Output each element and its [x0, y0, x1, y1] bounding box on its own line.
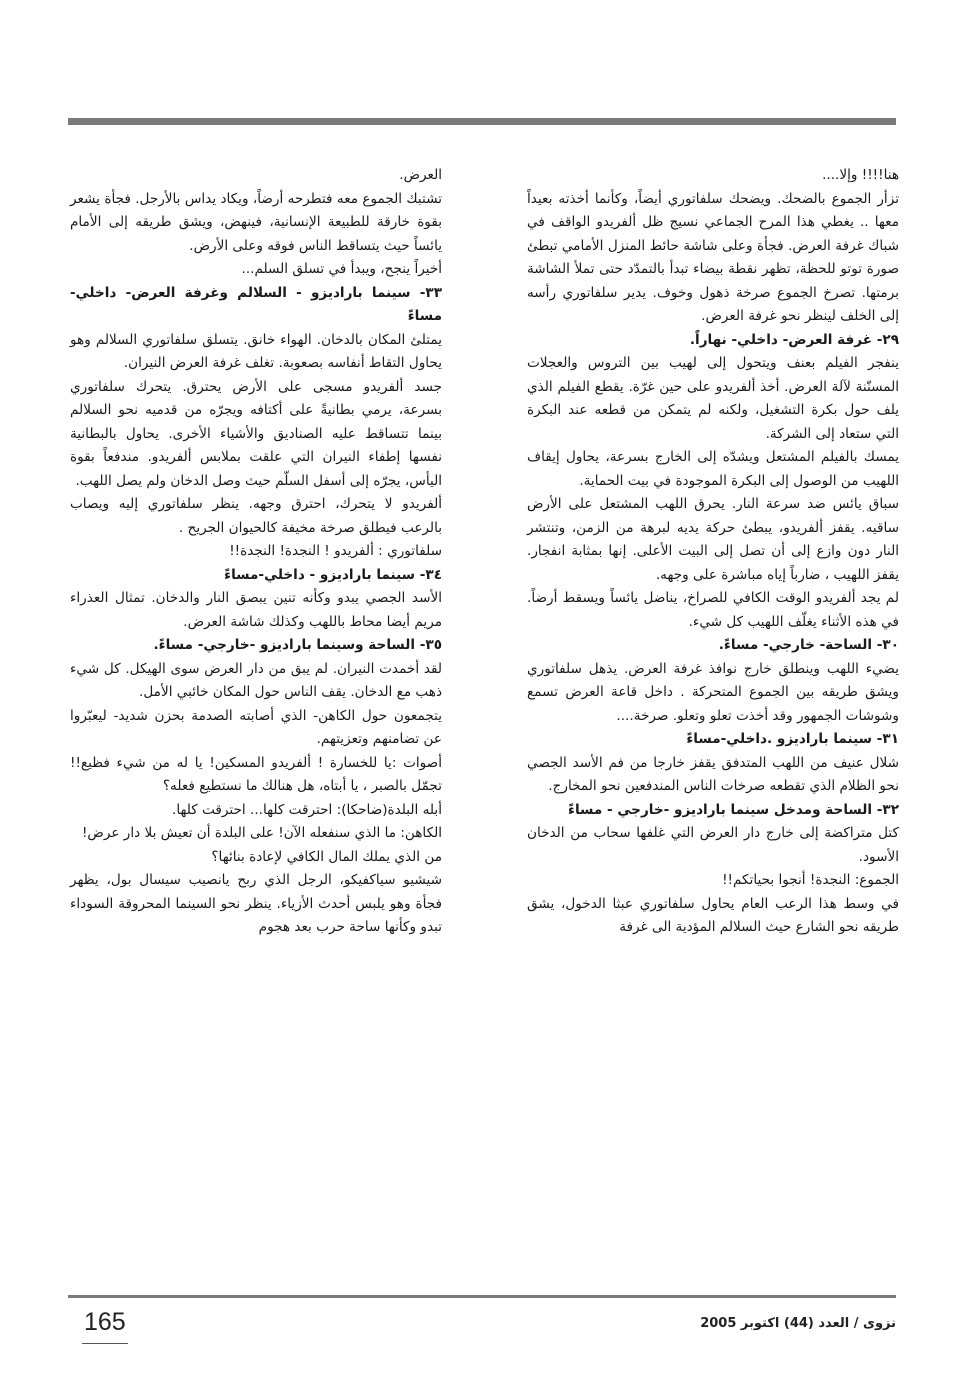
paragraph: لم يجد ألفريدو الوقت الكافي للصراخ، يناضل يائساً ويسقط أرضاً. في هذه الأثناء يغلّف اللهيب كل شيء. — [527, 590, 899, 630]
scene-heading: ٢٩- غرفة العرض- داخلي- نهاراً. — [689, 331, 899, 348]
paragraph: العرض. — [399, 167, 442, 183]
page-number-underline — [82, 1343, 128, 1344]
paragraph: يمسك بالفيلم المشتعل ويشدّه إلى الخارج بسرعة، يحاول إيقاف اللهيب من الوصول إلى البكرة الموجودة في بيت الحماية. — [527, 449, 899, 489]
dialogue-line: أصوات :يا للخسارة ! ألفريدو المسكين! يا له من شيء فظيع!! تجمّل بالصبر ، يا أبتاه، هل هنالك ما نستطيع فعله؟ — [70, 754, 442, 794]
paragraph: يضيء اللهب وينطلق خارج نوافذ غرفة العرض. يذهل سلفاتوري ويشق طريقه بين الجموع المتحركة . داخل قاعة العرض تسمع وشوشات الجمهور وقد أخذت تعلو وتعلو. صرخة.... — [527, 660, 899, 724]
paragraph: ألفريدو لا يتحرك، احترق وجهه. ينظر سلفاتوري إليه ويصاب بالرعب فيطلق صرخة مخيفة كالحيوان الجريح . — [70, 496, 442, 536]
paragraph: هنا!!!! وإلا.... — [822, 167, 899, 183]
paragraph: من الذي يملك المال الكافي لإعادة بنائها؟ — [211, 848, 442, 865]
paragraph: كتل متراكضة إلى خارج دار العرض التي غلفها سحاب من الدخان الأسود. — [527, 825, 899, 865]
top-divider-rule — [68, 118, 896, 125]
paragraph: لقد أخمدت النيران. لم يبق من دار العرض سوى الهيكل. كل شيء ذهب مع الدخان. يقف الناس حول المكان خائبي الأمل. — [70, 660, 442, 700]
paragraph: يتجمعون حول الكاهن- الذي أصابته الصدمة بحزن شديد- ليعبّروا عن تضامنهم وتعزيتهم. — [70, 707, 442, 747]
scene-heading: ٣٥- الساحة وسينما باراديزو -خارجي- مساءً. — [153, 637, 442, 653]
left-text-column — [70, 164, 442, 940]
paragraph: جسد ألفريدو مسجى على الأرض يحترق. يتحرك سلفاتوري بسرعة، يرمي بطانيةً على أكتافه ويجرّه من قدميه نحو السلالم بينما تتساقط عليه الصناديق والأشياء الأخرى. يحاول بالبطانية نفسها إطفاء النيران التي علقت بملابس ألفريدو. مندفعاً بقوة اليأس، يجرّه إلى أسفل السلّم حيث وصل الدخان ولم يصل اللهب. — [70, 378, 442, 489]
page-number: 165 — [84, 1308, 126, 1336]
paragraph: أخيراً ينجح، ويبدأ في تسلق السلم... — [241, 261, 442, 277]
paragraph: في وسط هذا الرعب العام يحاول سلفاتوري عبثا الدخول، يشق طريقه نحو الشارع حيث السلالم المؤدية الى غرفة — [527, 895, 899, 935]
footer-divider-rule — [68, 1295, 896, 1298]
paragraph: الأسد الجصي يبدو وكأنه تنين يبصق النار والدخان. تمثال العذراء مريم أيضا محاط باللهب وكذلك شاشة العرض. — [70, 590, 442, 630]
scene-heading: ٣٠- الساحة- خارجي- مساءً. — [718, 637, 899, 653]
scene-heading: ٣١- سينما باراديزو .داخلي-مساءً — [686, 731, 899, 747]
dialogue-line: سلفاتوري : ألفريدو ! النجدة! النجدة!! — [229, 543, 442, 559]
scene-heading: ٣٤- سينما باراديزو - داخلي-مساءً — [224, 566, 442, 583]
dialogue-line: الكاهن: ما الذي سنفعله الآن! على البلدة أن تعيش بلا دار عرض! — [81, 825, 442, 841]
paragraph: تزأر الجموع بالضحك. ويضحك سلفاتوري أيضاً، وكأنما أخذته بعيداً معها .. يغطي هذا المرح الجماعي نسيج ظل ألفريدو الواقف في شباك غرفة العرض. فجأة وعلى شاشة حائط المنزل الأمامي تبطئ صورة توتو للحظة، تظهر نقطة بيضاء تبدأ بالتمدّد حتى تملأ الشاشة برمتها. تصرخ الجموع صرخة ذهول وخوف. يدير سلفاتوري رأسه إلى الخلف لينظر نحو غرفة العرض. — [527, 190, 899, 324]
paragraph: يمتلئ المكان بالدخان. الهواء خانق. يتسلق سلفاتوري السلالم وهو يحاول التقاط أنفاسه بصعوبة. تغلف غرفة العرض النيران. — [70, 331, 442, 371]
paragraph: ينفجر الفيلم بعنف ويتحول إلى لهيب بين التروس والعجلات المسنّنة لآلة العرض. أخذ ألفريدو على حين غرّة. يقطع الفيلم الذي يلف حول بكرة التشغيل، ولكنه لم يتمكن من قطعه عند البكرة التي ستعاد إلى الشركة. — [527, 355, 899, 442]
paragraph: سباق يائس ضد سرعة النار. يحرق اللهب المشتعل على الأرض ساقيه. يقفز ألفريدو، يبطئ حركة يديه لبرهة من الزمن، وتنتشر النار دون وازع إلى أن تصل إلى البيت الأعلى. إنها بمثابة انفجار. يقفز اللهيب ، ضارباً إياه مباشرة على وجهه. — [527, 496, 899, 583]
paragraph: شلال عنيف من اللهب المتدفق يقفز خارجا من فم الأسد الجصي نحو الظلام الذي تقطعه صرخات الناس المندفعين نحو المخارج. — [527, 754, 899, 794]
issue-info: نزوى / العدد (44) اكتوبر 2005 — [700, 1316, 896, 1331]
scene-heading: ٣٢- الساحة ومدخل سينما باراديزو -خارجي - مساءً — [568, 801, 899, 818]
dialogue-line: الجموع: النجدة! أنجوا بحياتكم!! — [722, 872, 899, 888]
paragraph: تشتبك الجموع معه فتطرحه أرضاً، ويكاد يداس بالأرجل. فجأة يشعر بقوة خارقة للطبيعة الإنسانية، فينهض، ويشق طريقه إلى الأمام يائساً حيث يتساقط الناس فوقه وعلى الأرض. — [70, 190, 442, 254]
dialogue-line: أبله البلدة(ضاحكا): احترقت كلها... احترقت كلها. — [172, 801, 442, 818]
right-text-column — [527, 164, 899, 940]
scene-heading: ٣٣- سينما باراديزو - السلالم وغرفة العرض- داخلي- مساءً — [70, 284, 442, 324]
paragraph: شيشيو سياكفيكو، الرجل الذي ربح يانصيب سيسال بول، يظهر فجأة وهو يلبس أحدث الأزياء. ينظر نحو السينما المحروقة السوداء تبدو وكأنها ساحة حرب بعد هجوم — [70, 872, 442, 935]
